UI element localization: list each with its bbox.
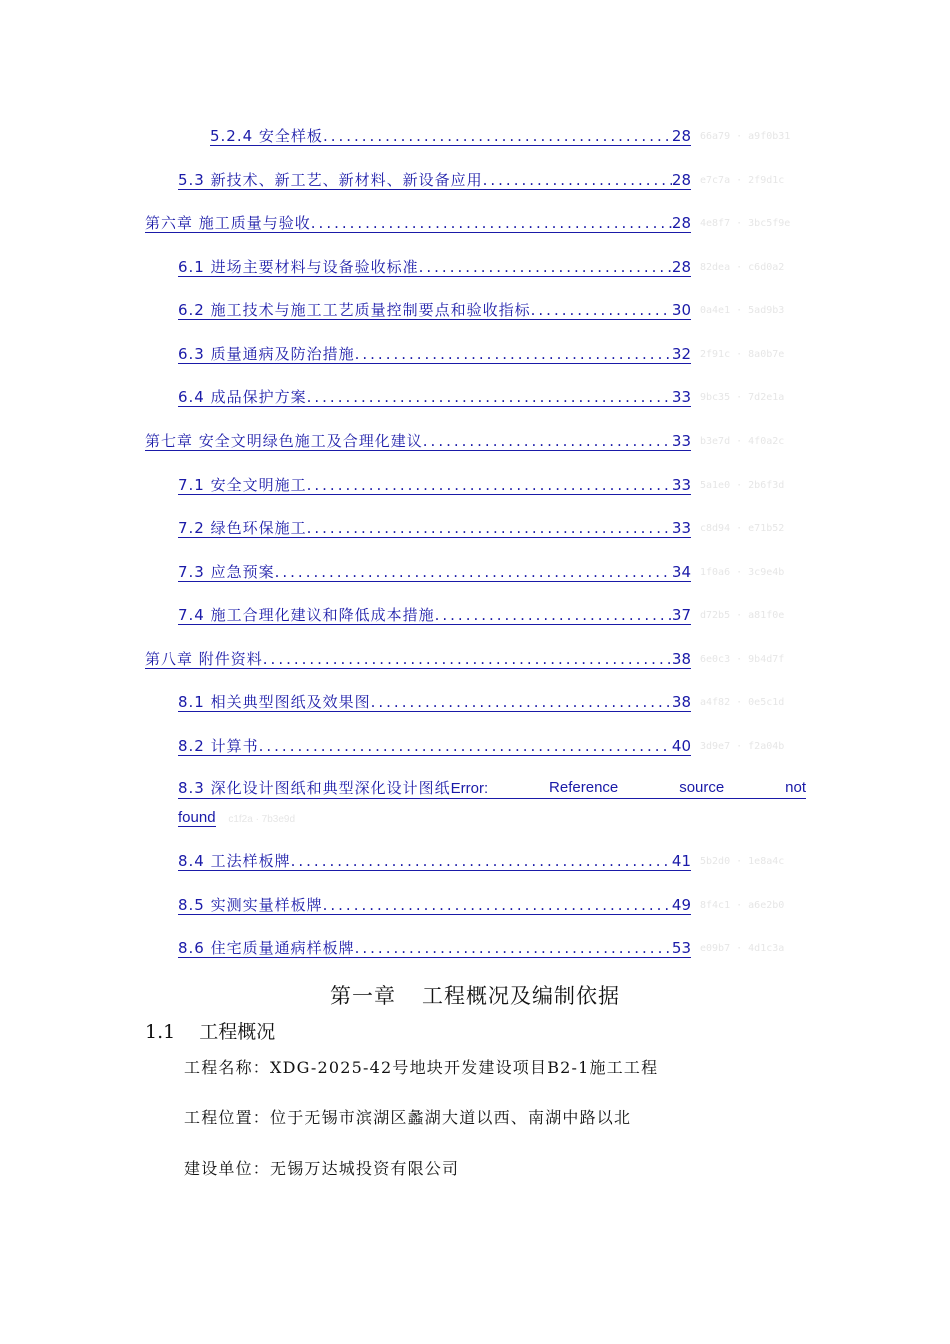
toc-entry-7-4[interactable] bbox=[178, 606, 691, 625]
toc-field-code: 82dea · c6d0a2 bbox=[700, 262, 785, 273]
toc-page-number: 28 bbox=[671, 171, 691, 189]
error-word: Reference bbox=[549, 779, 619, 796]
toc-page-number: 28 bbox=[671, 214, 691, 232]
toc-entry-label: 8.2 计算书 bbox=[178, 737, 259, 755]
toc-entry-6-1[interactable] bbox=[178, 258, 691, 277]
toc-entry-label: 6.2 施工技术与施工工艺质量控制要点和验收指标 bbox=[178, 301, 531, 319]
toc-page-number: 38 bbox=[671, 693, 691, 711]
toc-page-number: 33 bbox=[671, 476, 691, 494]
toc-page-number: 38 bbox=[671, 650, 691, 668]
toc-entry-5-3[interactable] bbox=[178, 171, 691, 190]
toc-entry-label: 5.3 新技术、新工艺、新材料、新设备应用 bbox=[178, 171, 483, 189]
toc-field-code: 2f91c · 8a0b7e bbox=[700, 349, 785, 360]
toc-entry-label: 6.4 成品保护方案 bbox=[178, 388, 307, 406]
project-location-paragraph: 工程位置：位于无锡市滨湖区蠡湖大道以西、南湖中路以北 bbox=[184, 1108, 632, 1127]
toc-entry-label: 第八章 附件资料 bbox=[145, 650, 263, 668]
project-name-paragraph: 工程名称：XDG-2025-42号地块开发建设项目B2-1施工工程 bbox=[184, 1058, 659, 1077]
toc-entry-chapter-7[interactable] bbox=[145, 432, 691, 451]
toc-entry-label: 8.4 工法样板牌 bbox=[178, 852, 291, 870]
toc-field-code: c8d94 · e71b52 bbox=[700, 523, 785, 534]
toc-entry-chapter-8[interactable] bbox=[145, 650, 691, 669]
toc-entry-6-2[interactable] bbox=[178, 301, 691, 320]
toc-entry-8-6[interactable] bbox=[178, 939, 691, 958]
toc-page-number: 33 bbox=[671, 519, 691, 537]
chapter-heading bbox=[0, 980, 950, 1010]
toc-entry-label: 5.2.4 安全样板 bbox=[210, 127, 323, 145]
toc-field-code: 6e0c3 · 9b4d7f bbox=[700, 654, 785, 665]
toc-field-code: 9bc35 · 7d2e1a bbox=[700, 392, 785, 403]
toc-entry-label: 7.3 应急预案 bbox=[178, 563, 275, 581]
toc-page-number: 30 bbox=[671, 301, 691, 319]
toc-page-number: 53 bbox=[671, 939, 691, 957]
toc-field-code: 3d9e7 · f2a04b bbox=[700, 741, 785, 752]
error-word: Error: bbox=[450, 780, 489, 797]
toc-entry-8-1[interactable] bbox=[178, 693, 691, 712]
toc-field-code: 1f0a6 · 3c9e4b bbox=[700, 567, 785, 578]
toc-entry-6-4[interactable] bbox=[178, 388, 691, 407]
toc-field-code: 5b2d0 · 1e8a4c bbox=[700, 856, 785, 867]
toc-entry-6-3[interactable] bbox=[178, 345, 691, 364]
chapter-title: 工程概况及编制依据 bbox=[422, 984, 620, 1008]
error-word: found bbox=[178, 809, 216, 826]
toc-field-code: e09b7 · 4d1c3a bbox=[700, 943, 785, 954]
toc-page-number: 28 bbox=[671, 127, 691, 145]
toc-page-number: 33 bbox=[671, 388, 691, 406]
toc-entry-7-2[interactable] bbox=[178, 519, 691, 538]
chapter-number: 第一章 bbox=[330, 984, 396, 1008]
toc-entry-label: 8.6 住宅质量通病样板牌 bbox=[178, 939, 355, 957]
toc-page-number: 32 bbox=[671, 345, 691, 363]
error-word: not bbox=[785, 779, 806, 796]
toc-entry-8-2[interactable] bbox=[178, 737, 691, 756]
toc-field-code: 8f4c1 · a6e2b0 bbox=[700, 900, 785, 911]
toc-page-number: 49 bbox=[671, 896, 691, 914]
developer-paragraph: 建设单位：无锡万达城投资有限公司 bbox=[184, 1159, 460, 1178]
toc-entry-label: 8.1 相关典型图纸及效果图 bbox=[178, 693, 371, 711]
toc-page-number: 37 bbox=[671, 606, 691, 624]
toc-entry-5-2-4[interactable] bbox=[210, 127, 691, 146]
toc-field-code: 66a79 · a9f0b31 bbox=[700, 131, 791, 142]
toc-field-code: a4f82 · 0e5c1d bbox=[700, 697, 785, 708]
toc-entry-label: 7.1 安全文明施工 bbox=[178, 476, 307, 494]
toc-entry-7-1[interactable] bbox=[178, 476, 691, 495]
toc-field-code: 0a4e1 · 5ad9b3 bbox=[700, 305, 785, 316]
toc-field-code: 5a1e0 · 2b6f3d bbox=[700, 480, 785, 491]
toc-entry-8-4[interactable] bbox=[178, 852, 691, 871]
toc-entry-label: 7.2 绿色环保施工 bbox=[178, 519, 307, 537]
toc-entry-error-line bbox=[178, 779, 806, 799]
toc-page-number: 40 bbox=[671, 737, 691, 755]
toc-field-code: 4e8f7 · 3bc5f9e bbox=[700, 218, 791, 229]
error-word: source bbox=[679, 779, 725, 796]
toc-field-code: b3e7d · 4f0a2c bbox=[700, 436, 785, 447]
section-title: 工程概况 bbox=[199, 1021, 276, 1043]
toc-entry-label: 6.3 质量通病及防治措施 bbox=[178, 345, 355, 363]
toc-field-code: e7c7a · 2f9d1c bbox=[700, 175, 785, 186]
toc-entry-8-5[interactable] bbox=[178, 896, 691, 915]
toc-entry-label: 第六章 施工质量与验收 bbox=[145, 214, 311, 232]
toc-page-number: 41 bbox=[671, 852, 691, 870]
section-heading bbox=[145, 1017, 275, 1044]
toc-entry-7-3[interactable] bbox=[178, 563, 691, 582]
toc-page-number: 34 bbox=[671, 563, 691, 581]
toc-entry-chapter-6[interactable] bbox=[145, 214, 691, 233]
toc-field-code: d72b5 · a81f0e bbox=[700, 610, 785, 621]
toc-entry-label: 7.4 施工合理化建议和降低成本措施 bbox=[178, 606, 435, 624]
toc-entry-label: 8.3 深化设计图纸和典型深化设计图纸 bbox=[178, 779, 451, 797]
section-number: 1.1 bbox=[145, 1021, 176, 1043]
toc-entry-8-3[interactable] bbox=[178, 779, 806, 829]
toc-page-number: 33 bbox=[671, 432, 691, 450]
toc-page-number: 28 bbox=[671, 258, 691, 276]
toc-field-code: c1f2a · 7b3e9d bbox=[228, 814, 296, 825]
toc-entry-label: 第七章 安全文明绿色施工及合理化建议 bbox=[145, 432, 423, 450]
toc-entry-label: 6.1 进场主要材料与设备验收标准 bbox=[178, 258, 419, 276]
toc-entry-label: 8.5 实测实量样板牌 bbox=[178, 896, 323, 914]
